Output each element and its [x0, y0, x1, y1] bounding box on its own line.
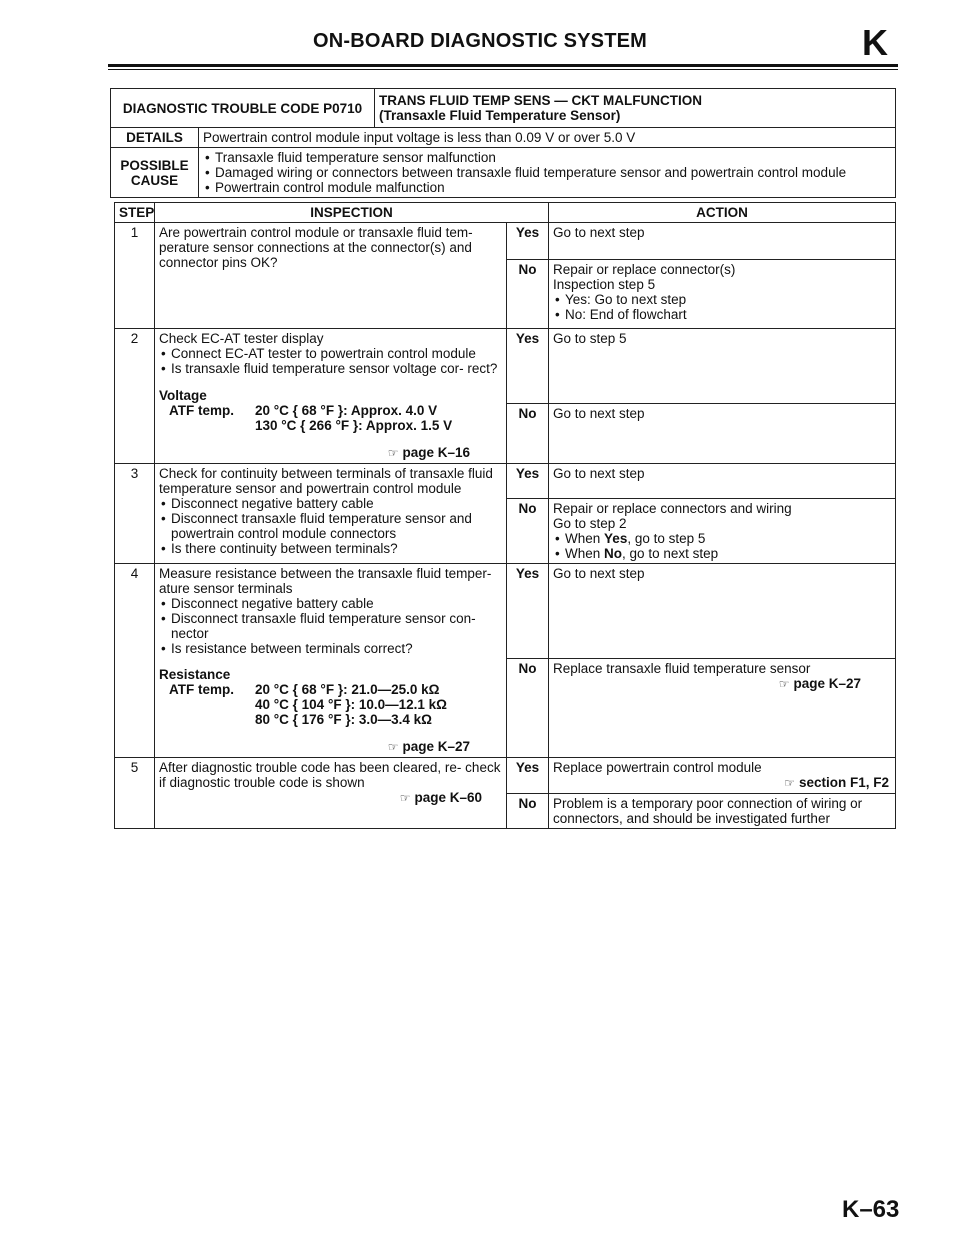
- step-row: [115, 564, 896, 659]
- step-row: [115, 758, 896, 794]
- spec-line: 80 °C { 176 °F }: 3.0—3.4 kΩ: [255, 712, 432, 727]
- yes-label: Yes: [507, 758, 549, 794]
- spec-line: 130 °C { 266 °F }: Approx. 1.5 V: [255, 418, 453, 433]
- no-action-line: Replace transaxle fluid temperature sensor: [553, 661, 811, 676]
- page-reference: [159, 445, 502, 461]
- inspection-bullet: • Is resistance between terminals correct?: [159, 641, 502, 656]
- spec-block: [159, 403, 502, 433]
- step-inspection: [155, 329, 507, 464]
- spec-key: ATF temp.: [169, 403, 234, 418]
- yes-action: Go to next step: [549, 564, 896, 659]
- inspection-text: Check EC-AT tester display: [159, 331, 324, 346]
- page-reference: [159, 739, 502, 755]
- no-action: [549, 260, 896, 329]
- step-number: 3: [115, 464, 155, 564]
- page-number: K–63: [842, 1196, 900, 1223]
- spec-title: Resistance: [159, 667, 231, 682]
- action-reference: [553, 676, 891, 692]
- inspection-text: Measure resistance between the transaxle fluid temper- ature sensor terminals: [159, 566, 492, 596]
- col-step: STEP: [115, 203, 155, 223]
- inspection-bullet: • Connect EC-AT tester to powertrain control module: [159, 346, 502, 361]
- yes-action: Go to next step: [549, 464, 896, 499]
- details-label: DETAILS: [111, 128, 199, 148]
- pointing-hand-icon: ☞: [784, 776, 795, 790]
- inspection-bullet: • Disconnect transaxle fluid temperature sensor and powertrain control module connectors: [159, 511, 502, 541]
- col-inspection: INSPECTION: [155, 203, 549, 223]
- dtc-title: [375, 89, 896, 128]
- possible-cause-row: [111, 148, 896, 198]
- step-number: 1: [115, 223, 155, 329]
- step-row: [115, 464, 896, 499]
- pointing-hand-icon: ☞: [778, 677, 790, 691]
- yes-action: Go to next step: [549, 223, 896, 260]
- no-action-bullet: • No: End of flowchart: [553, 307, 891, 322]
- possible-cause-label: [111, 148, 199, 198]
- dtc-title-line2: (Transaxle Fluid Temperature Sensor): [379, 108, 621, 123]
- spec-block: [159, 682, 502, 727]
- no-label: No: [507, 404, 549, 464]
- spec-line: 20 °C { 68 °F }: 21.0—25.0 kΩ: [255, 682, 440, 697]
- spec-line: 40 °C { 104 °F }: 10.0—12.1 kΩ: [255, 697, 447, 712]
- inspection-text: Check for continuity between terminals of transaxle fluid temperature sensor and powertrain control module: [159, 466, 493, 496]
- no-action: [549, 659, 896, 758]
- spec-title: Voltage: [159, 388, 207, 403]
- step-number: 5: [115, 758, 155, 829]
- page-reference: [159, 790, 502, 806]
- step-number: 2: [115, 329, 155, 464]
- spec-line: 20 °C { 68 °F }: Approx. 4.0 V: [255, 403, 438, 418]
- inspection-table: [114, 202, 896, 829]
- details-text: Powertrain control module input voltage is less than 0.09 V or over 5.0 V: [199, 128, 896, 148]
- section-letter: K: [862, 22, 888, 63]
- action-reference: [553, 775, 891, 791]
- col-action: ACTION: [549, 203, 896, 223]
- inspection-text: After diagnostic trouble code has been cleared, re- check if diagnostic trouble code is shown: [159, 760, 501, 790]
- yes-label: Yes: [507, 464, 549, 499]
- pointing-hand-icon: ☞: [387, 740, 399, 754]
- yes-label: Yes: [507, 564, 549, 659]
- dtc-title-line1: TRANS FLUID TEMP SENS — CKT MALFUNCTION: [379, 93, 703, 108]
- header-rule: [108, 64, 898, 67]
- step-inspection: [155, 564, 507, 758]
- cause-label-line1: POSSIBLE: [120, 157, 189, 173]
- no-action-bullet: • When Yes, go to step 5: [553, 531, 891, 546]
- no-action-line: Repair or replace connector(s): [553, 262, 736, 277]
- reference-text: page K–27: [793, 676, 861, 691]
- no-action-line: Repair or replace connectors and wiring: [553, 501, 792, 516]
- step-row: [115, 223, 896, 260]
- dtc-label: DIAGNOSTIC TROUBLE CODE P0710: [111, 89, 375, 128]
- step-number: 4: [115, 564, 155, 758]
- inspection-bullet: • Disconnect transaxle fluid temperature sensor con- nector: [159, 611, 502, 641]
- yes-action: [549, 758, 896, 794]
- cause-item: • Damaged wiring or connectors between transaxle fluid temperature sensor and powertrain control module: [203, 165, 891, 180]
- spec-key: ATF temp.: [169, 682, 234, 697]
- inspection-bullet: • Is transaxle fluid temperature sensor voltage cor- rect?: [159, 361, 502, 376]
- step-row: [115, 329, 896, 404]
- no-action: Go to next step: [549, 404, 896, 464]
- possible-cause-list: [199, 148, 896, 198]
- cause-item: • Powertrain control module malfunction: [203, 180, 891, 195]
- yes-action: Go to step 5: [549, 329, 896, 404]
- no-label: No: [507, 260, 549, 329]
- inspection-bullet: • Disconnect negative battery cable: [159, 496, 502, 511]
- inspection-bullet: • Is there continuity between terminals?: [159, 541, 502, 556]
- dtc-info-table: [110, 88, 896, 198]
- no-action-line: Inspection step 5: [553, 277, 656, 292]
- reference-text: page K–27: [402, 739, 470, 754]
- page-header-title: ON-BOARD DIAGNOSTIC SYSTEM: [312, 30, 648, 52]
- inspection-bullet: • Disconnect negative battery cable: [159, 596, 502, 611]
- dtc-row: [111, 89, 896, 128]
- details-row: [111, 128, 896, 148]
- reference-text: page K–60: [414, 790, 482, 805]
- header-rule-thin: [108, 69, 898, 70]
- no-label: No: [507, 499, 549, 564]
- cause-label-line2: CAUSE: [130, 172, 179, 188]
- no-action-bullet: • When No, go to next step: [553, 546, 891, 561]
- no-action: Problem is a temporary poor connection of wiring or connectors, and should be investigated further: [549, 794, 896, 829]
- yes-label: Yes: [507, 329, 549, 404]
- column-header-row: [115, 203, 896, 223]
- step-inspection: [155, 464, 507, 564]
- no-label: No: [507, 794, 549, 829]
- step-inspection: [155, 758, 507, 829]
- pointing-hand-icon: ☞: [387, 446, 399, 460]
- cause-item: • Transaxle fluid temperature sensor malfunction: [203, 150, 891, 165]
- step-inspection: Are powertrain control module or transaxle fluid tem- perature sensor connections at the connector(s) and connector pins OK?: [155, 223, 507, 329]
- yes-label: Yes: [507, 223, 549, 260]
- reference-text: page K–16: [402, 445, 470, 460]
- no-action-bullet: • Yes: Go to next step: [553, 292, 891, 307]
- reference-text: section F1, F2: [798, 775, 889, 790]
- no-label: No: [507, 659, 549, 758]
- yes-action-line: Replace powertrain control module: [553, 760, 762, 775]
- pointing-hand-icon: ☞: [399, 791, 411, 805]
- no-action: [549, 499, 896, 564]
- no-action-line: Go to step 2: [553, 516, 627, 531]
